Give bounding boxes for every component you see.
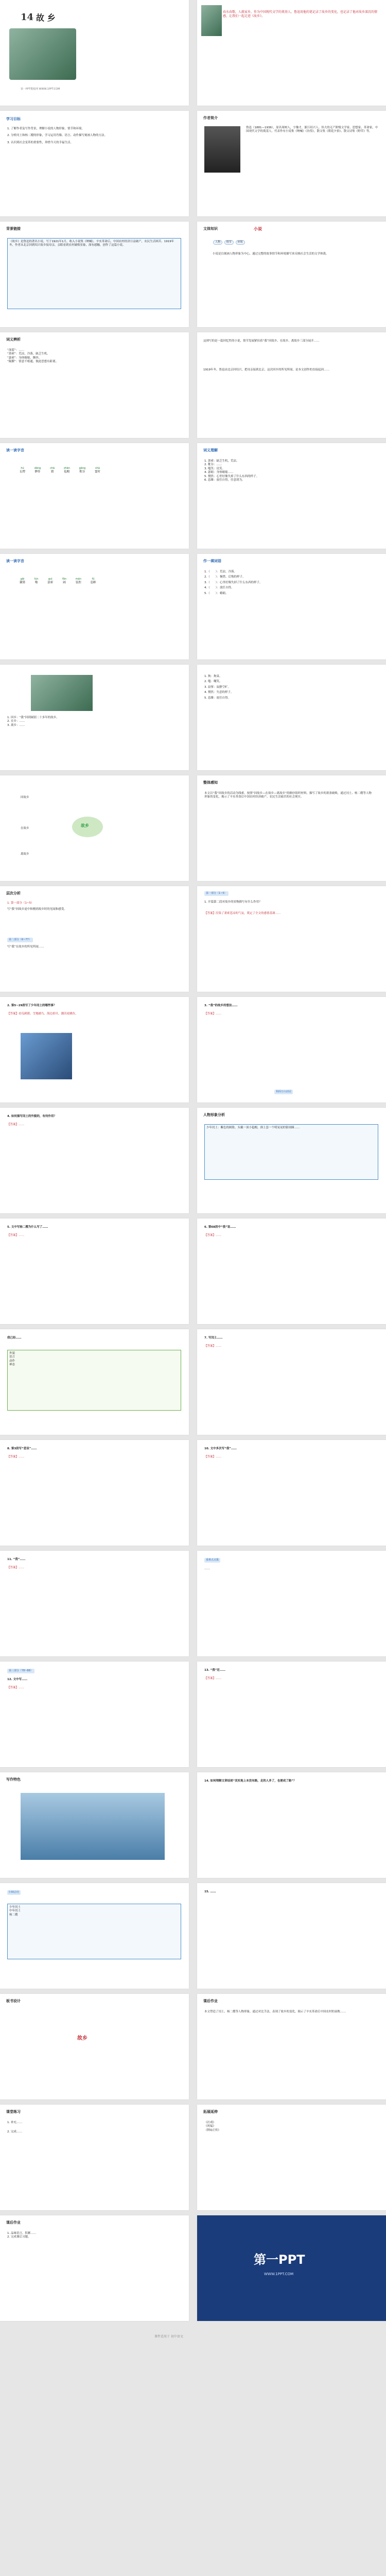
desc-label: 语言 [9, 1355, 15, 1359]
def-item: 4. 瑟缩：身体蜷缩…… [204, 471, 234, 474]
author-text: 鲁迅（1881—1936），原名周树人，字豫才，浙江绍兴人。伟大的无产阶级文学家、思想家、革命家，中国现代文学的奠基人。代表作有小说集《呐喊》《彷徨》，散文集《朝花夕拾》，散文诗集《野草》等。 [246, 126, 378, 133]
keypoints-text: …… [204, 1567, 210, 1570]
genre-element: 情节 [224, 240, 234, 245]
page-footer: 课件适用于 初中语文 [154, 2335, 183, 2338]
vocab-item: “隔膜”：情意不相通，彼此思想有距离。 [7, 360, 59, 364]
def-item: 6. 恣睢：放任自得，任意胡为。 [204, 479, 245, 482]
q11-answer: 【答案】…… [7, 1566, 25, 1569]
vocab-list [7, 349, 172, 364]
fill-item: 4.（ ）：放任自得。 [204, 586, 234, 590]
desc-question: 我已经…… [7, 1336, 22, 1340]
analysis-q1: 1. 第一部分（1~5） [7, 902, 34, 905]
analysis-a2: 写“我”在故乡的所见所闻…… [7, 945, 44, 948]
slide-overview [197, 332, 386, 438]
writing-label: 写作特色 [6, 1777, 21, 1782]
slide-part3 [0, 1662, 189, 1767]
slide-writing [0, 1772, 189, 1878]
pron-word: gāng 秕谷 [79, 467, 86, 473]
slide-background [0, 222, 189, 327]
structure-item: 2. 在乡：…… [7, 720, 25, 723]
homework-item: 1. 品味语言，积累…… [7, 2232, 37, 2235]
intro-photo [201, 5, 222, 36]
explain-item: 1. 拘：拘束。 [204, 675, 222, 678]
q12-question: 12. 文中写…… [7, 1678, 28, 1681]
analysis-right-question: 1. 开篇第二段对故乡的景物描写有什么作用？ [204, 901, 262, 904]
analysis-q2: 第二部分（6~77） [7, 938, 33, 942]
homework1-label: 课后作业 [203, 1999, 218, 2003]
perception-label: 整体感知 [203, 781, 218, 785]
slide-q14 [197, 1772, 386, 1878]
character-text: 少年闰土：紫色的圆脸，头戴一顶小毡帽，颈上套一个明晃晃的银项圈…… [206, 1126, 300, 1129]
author-portrait [204, 126, 240, 173]
slide-word-meaning [197, 443, 386, 549]
q2-photo [21, 1033, 72, 1079]
slide-q2 [0, 997, 189, 1103]
explain-item: 5. 恣睢：放任自得。 [204, 696, 231, 700]
slide-extension [197, 2105, 386, 2210]
summary-item: 杨二嫂 [9, 1913, 18, 1917]
extension-list [204, 2121, 221, 2132]
slide-brand [197, 2215, 386, 2321]
slide-cover [0, 0, 189, 106]
lesson-number: 14 [21, 12, 34, 23]
q2-question: 2. 第5~29段写了少年闰土的哪些事？ [7, 1004, 57, 1007]
q11-question: 11. “我”…… [7, 1558, 26, 1561]
slide-perception [197, 775, 386, 881]
mindmap-center-label: 故乡 [81, 823, 89, 828]
desc-box [7, 1350, 181, 1411]
slide-q6 [197, 1218, 386, 1324]
keypoints-label: 重难点点拨 [204, 1558, 220, 1563]
extension-label: 拓展延伸 [203, 2110, 218, 2114]
character-box [204, 1124, 378, 1180]
slide-keypoints [197, 1551, 386, 1656]
extension-item: 《阿Q正传》 [204, 2128, 221, 2132]
slide-q5 [0, 1218, 189, 1324]
slide-author [197, 111, 386, 216]
genre-title: 小说 [254, 227, 262, 231]
def-item: 3. 嗤笑：讥笑。 [204, 467, 225, 470]
mindmap-node: 在故乡 [21, 827, 29, 830]
desc-label: 神态 [9, 1363, 15, 1367]
defs-title: 词义理解 [203, 448, 218, 452]
slide-q4 [0, 1108, 189, 1213]
character-title: 人物形象分析 [203, 1113, 225, 1117]
slide-q11 [0, 1551, 189, 1656]
slide-intro [197, 0, 386, 106]
vocab-item: “深蓝”：…… [7, 349, 25, 352]
genre-elements [213, 240, 245, 245]
pron-word: guì 瑟索 [47, 578, 54, 584]
explain-item: 2. 嗤：嘲笑。 [204, 680, 222, 684]
homework-item: 2. 完成课后习题。 [7, 2235, 31, 2239]
q5-question: 5. 文中写杨二嫂为什么写了…… [7, 1226, 48, 1229]
fill-item: 3.（ ）：心里好像失掉了什么东西的样子。 [204, 581, 262, 584]
summary-item: 少年闰土 [9, 1906, 21, 1909]
site-label: 第一PPT模板网 WWW.1PPT.COM [21, 88, 60, 91]
slide-fill-words [197, 554, 386, 659]
fill-list [204, 570, 374, 596]
structure-item: 1. 回乡：“我”回到阔别二十多年的故乡。 [7, 716, 59, 719]
summary-box [7, 1904, 181, 1959]
mindmap-node: 回故乡 [21, 796, 29, 799]
mindmap-node: 离故乡 [21, 853, 29, 856]
q14-question: 14. 如何理解文章结尾“其实地上本没有路，走的人多了，也便成了路”？ [204, 1780, 296, 1783]
q4-question: 4. 如何描写闰土的外貌的，有何作用？ [7, 1115, 57, 1118]
genre-text: 小说是以刻画人物形象为中心，通过完整的故事情节和环境描写来反映社会生活的文学体裁。 [213, 252, 329, 256]
genre-label: 文体知识 [203, 227, 218, 231]
desc-label: 外貌 [9, 1352, 15, 1355]
blackboard-label: 板书设计 [6, 1999, 21, 2003]
slide-q8 [0, 1440, 189, 1546]
q6-question: 6. 第68段中“我”说…… [204, 1226, 236, 1229]
objectives-list [7, 127, 177, 145]
structure-photo [31, 675, 93, 711]
slide-mindmap [0, 775, 189, 881]
q15-question: 15. …… [204, 1890, 216, 1893]
slide-homework-2 [0, 2215, 189, 2321]
pron-word: dèng 髀骨 [34, 467, 41, 473]
slide-q15 [197, 1883, 386, 1989]
q7-answer: 【答案】…… [204, 1345, 222, 1348]
cover-photo [9, 28, 76, 80]
pron2-words [15, 574, 170, 588]
slide-q10 [197, 1440, 386, 1546]
slide-objectives [0, 111, 189, 216]
homework2-label: 课后作业 [6, 2221, 21, 2225]
pron-word: chā 猹 [50, 467, 55, 473]
pron2-title: 读一读字音 [6, 559, 24, 563]
structure-list [7, 716, 177, 727]
part3-label: 第三部分（78~88） [7, 1669, 34, 1673]
slide-practice [0, 2105, 189, 2210]
fill-item: 5.（ ）：蜷缩。 [204, 591, 229, 595]
slide-summary [0, 1883, 189, 1989]
background-box [7, 238, 181, 309]
analysis-label: 层次分析 [6, 891, 21, 895]
q5-answer: 【答案】…… [7, 1234, 25, 1237]
structure-item: 3. 离乡：…… [7, 723, 25, 727]
practice-text-2: 2. 完成…… [7, 2130, 22, 2133]
pron-word: mán 装腔 [75, 578, 81, 584]
summary-item: 中年闰土 [9, 1909, 21, 1913]
q3-question: 3. “我”的故乡的想法…… [204, 1004, 238, 1007]
slide-pronunciation-1 [0, 443, 189, 549]
pron-words [15, 464, 170, 477]
q10-answer: 【答案】…… [204, 1455, 222, 1459]
slide-vocab-meaning [0, 332, 189, 438]
summary-label: 归纳总结 [7, 1890, 21, 1895]
objective-item: 1. 了解作者及写作背景，理解小说的人物形象、情节和环境。 [7, 127, 84, 130]
q12-answer: 【答案】…… [7, 1686, 25, 1689]
background-text: 《故乡》是鲁迅的著名小说，写于1921年1月，收入小说集《呐喊》。辛亥革命后，中国农村经济日益破产，农民生活困苦。1919年冬，作者从北京回到绍兴故乡接母亲，亲眼看到农村破败景象，深有感触，创作了这篇小说。 [9, 240, 174, 247]
slide-pronunciation-2 [0, 554, 189, 659]
slide-blackboard [0, 1994, 189, 2099]
analysis-right-part: 第一部分（1~5） [204, 891, 229, 896]
practice-label: 课堂练习 [6, 2110, 21, 2114]
extension-item: 《祝福》 [204, 2125, 216, 2128]
slide-genre [197, 222, 386, 327]
q13-answer: 【答案】…… [204, 1677, 222, 1680]
slide-analysis-2 [197, 886, 386, 992]
objective-item: 3. 认识到社会变革的重要性，珍惜今天的幸福生活。 [7, 141, 73, 144]
slide-q7 [197, 1329, 386, 1435]
pron-word: lún 嗡 [34, 578, 39, 584]
q6-answer: 【答案】…… [204, 1234, 222, 1237]
genre-element: 人物 [213, 240, 222, 245]
writing-photo [21, 1793, 165, 1860]
author-label: 作者简介 [203, 116, 218, 120]
homework1-text: 本文塑造了闰土、杨二嫂等人物形象，通过对比手法，表现了故乡的变化，揭示了辛亥革命后中国农村的衰败…… [204, 2010, 346, 2013]
defs-list [204, 460, 374, 483]
desc-label: 动作 [9, 1359, 15, 1363]
vocab-item: “瑟索”：身体蜷缩，颤抖。 [7, 356, 42, 360]
brand-site: WWW.1PPT.COM [264, 2272, 294, 2276]
analysis-a1: 写“我”回故乡途中和刚到故乡时的见闻和感受。 [7, 908, 67, 911]
blackboard-center: 故乡 [77, 2036, 87, 2041]
q2-answer: 【答案】看瓜刺猹、雪地捕鸟、海边拾贝、潮汛看跳鱼。 [7, 1012, 78, 1015]
fill-title: 作一填词语 [203, 559, 221, 563]
analysis-right-answer: 【答案】渲染了萧索悲凉的气氛，奠定了全文的感情基调…… [204, 912, 281, 915]
pron-word: fú 恣睢 [90, 578, 96, 584]
pron-word: hú 瓦楞 [20, 467, 26, 473]
def-item: 1. 萧索：缺乏生机，荒凉。 [204, 460, 239, 463]
brand-name: 第一PPT [254, 2252, 305, 2267]
slide-q3 [197, 997, 386, 1103]
pron-word: gāi 獾猪 [20, 578, 26, 584]
def-item: 5. 惘然：心里好像失掉了什么东西的样子。 [204, 474, 259, 478]
explain-list [204, 675, 374, 700]
overview-text-2: 1919年冬，鲁迅由北京回绍兴，把母亲接到北京，这次回乡的所见所闻，是本文创作的直接起因…… [203, 368, 330, 371]
slide-structure [0, 665, 189, 770]
def-item: 2. 秕谷：…… [204, 463, 222, 467]
pron-title: 读一读字音 [6, 448, 24, 452]
q13-question: 13. “我”还…… [204, 1669, 225, 1672]
slide-analysis-1 [0, 886, 189, 992]
genre-element: 环境 [236, 240, 245, 245]
q3-photo-label: 相面万山前冠 [274, 1090, 293, 1094]
slide-q13 [197, 1662, 386, 1767]
homework2-list [7, 2232, 177, 2240]
perception-text: 本文以“我”回故乡的活动为线索，按照“回故乡—在故乡—离故乡”的顺序组织材料，描写了故乡的萧条破败，通过闰土、杨二嫂等人物形象的变化，揭示了辛亥革命后中国农村经济破产、农民生活痛苦的社会现实。 [204, 792, 372, 799]
q7-question: 7. 写闰土…… [204, 1336, 223, 1340]
overview-text: 这则写的是一篇回忆性的小说，情节发展紧扣着“我”回故乡、在故乡、离故乡三部分展开…… [203, 340, 320, 343]
lesson-title: 故 乡 [36, 13, 56, 23]
q8-question: 8. 第3段写“悲哀”…… [7, 1447, 37, 1450]
slide-homework-1 [197, 1994, 386, 2099]
extension-item: 《社戏》 [204, 2121, 216, 2124]
fill-item: 2.（ ）：惋惜、后悔的样子。 [204, 575, 245, 579]
q10-question: 10. 文中多次写“我”…… [204, 1447, 237, 1450]
objectives-title: 学习目标 [6, 117, 21, 121]
q4-answer: 【答案】…… [7, 1123, 25, 1126]
vocab-item: “萧索”：荒凉，冷落，缺乏生机。 [7, 352, 50, 356]
slide-character [197, 1108, 386, 1213]
q3-answer: 【答案】…… [204, 1012, 222, 1015]
explain-item: 3. 寂寥：寂静空旷。 [204, 685, 231, 689]
pron-word: zhān 毡帽 [63, 467, 70, 473]
fill-item: 1.（ ）：荒凉，冷落。 [204, 570, 237, 573]
slide-explain [197, 665, 386, 770]
explain-item: 4. 惘然：失意的样子。 [204, 691, 234, 694]
pron-word: fǎn 阔 [62, 578, 67, 584]
vocab-label: 词义辨析 [6, 337, 21, 342]
intro-text: 春水春歌，人就家乡，作为中国现代文学的奠基人，鲁迅用他的笔记录了故乡的变化，也记录了他对故乡深沉的情感，让我们一起走进《故乡》。 [223, 10, 378, 19]
objective-item: 2. 分析闰土和杨二嫂的形象，学习运用肖像、语言、动作描写刻画人物的方法。 [7, 134, 107, 138]
practice-text: 1. 补充…… [7, 2121, 22, 2124]
slide-description-types [0, 1329, 189, 1435]
q8-answer: 【答案】…… [7, 1455, 25, 1459]
pron-word: shà 霎时 [94, 467, 100, 473]
background-label: 背景链接 [6, 227, 21, 231]
